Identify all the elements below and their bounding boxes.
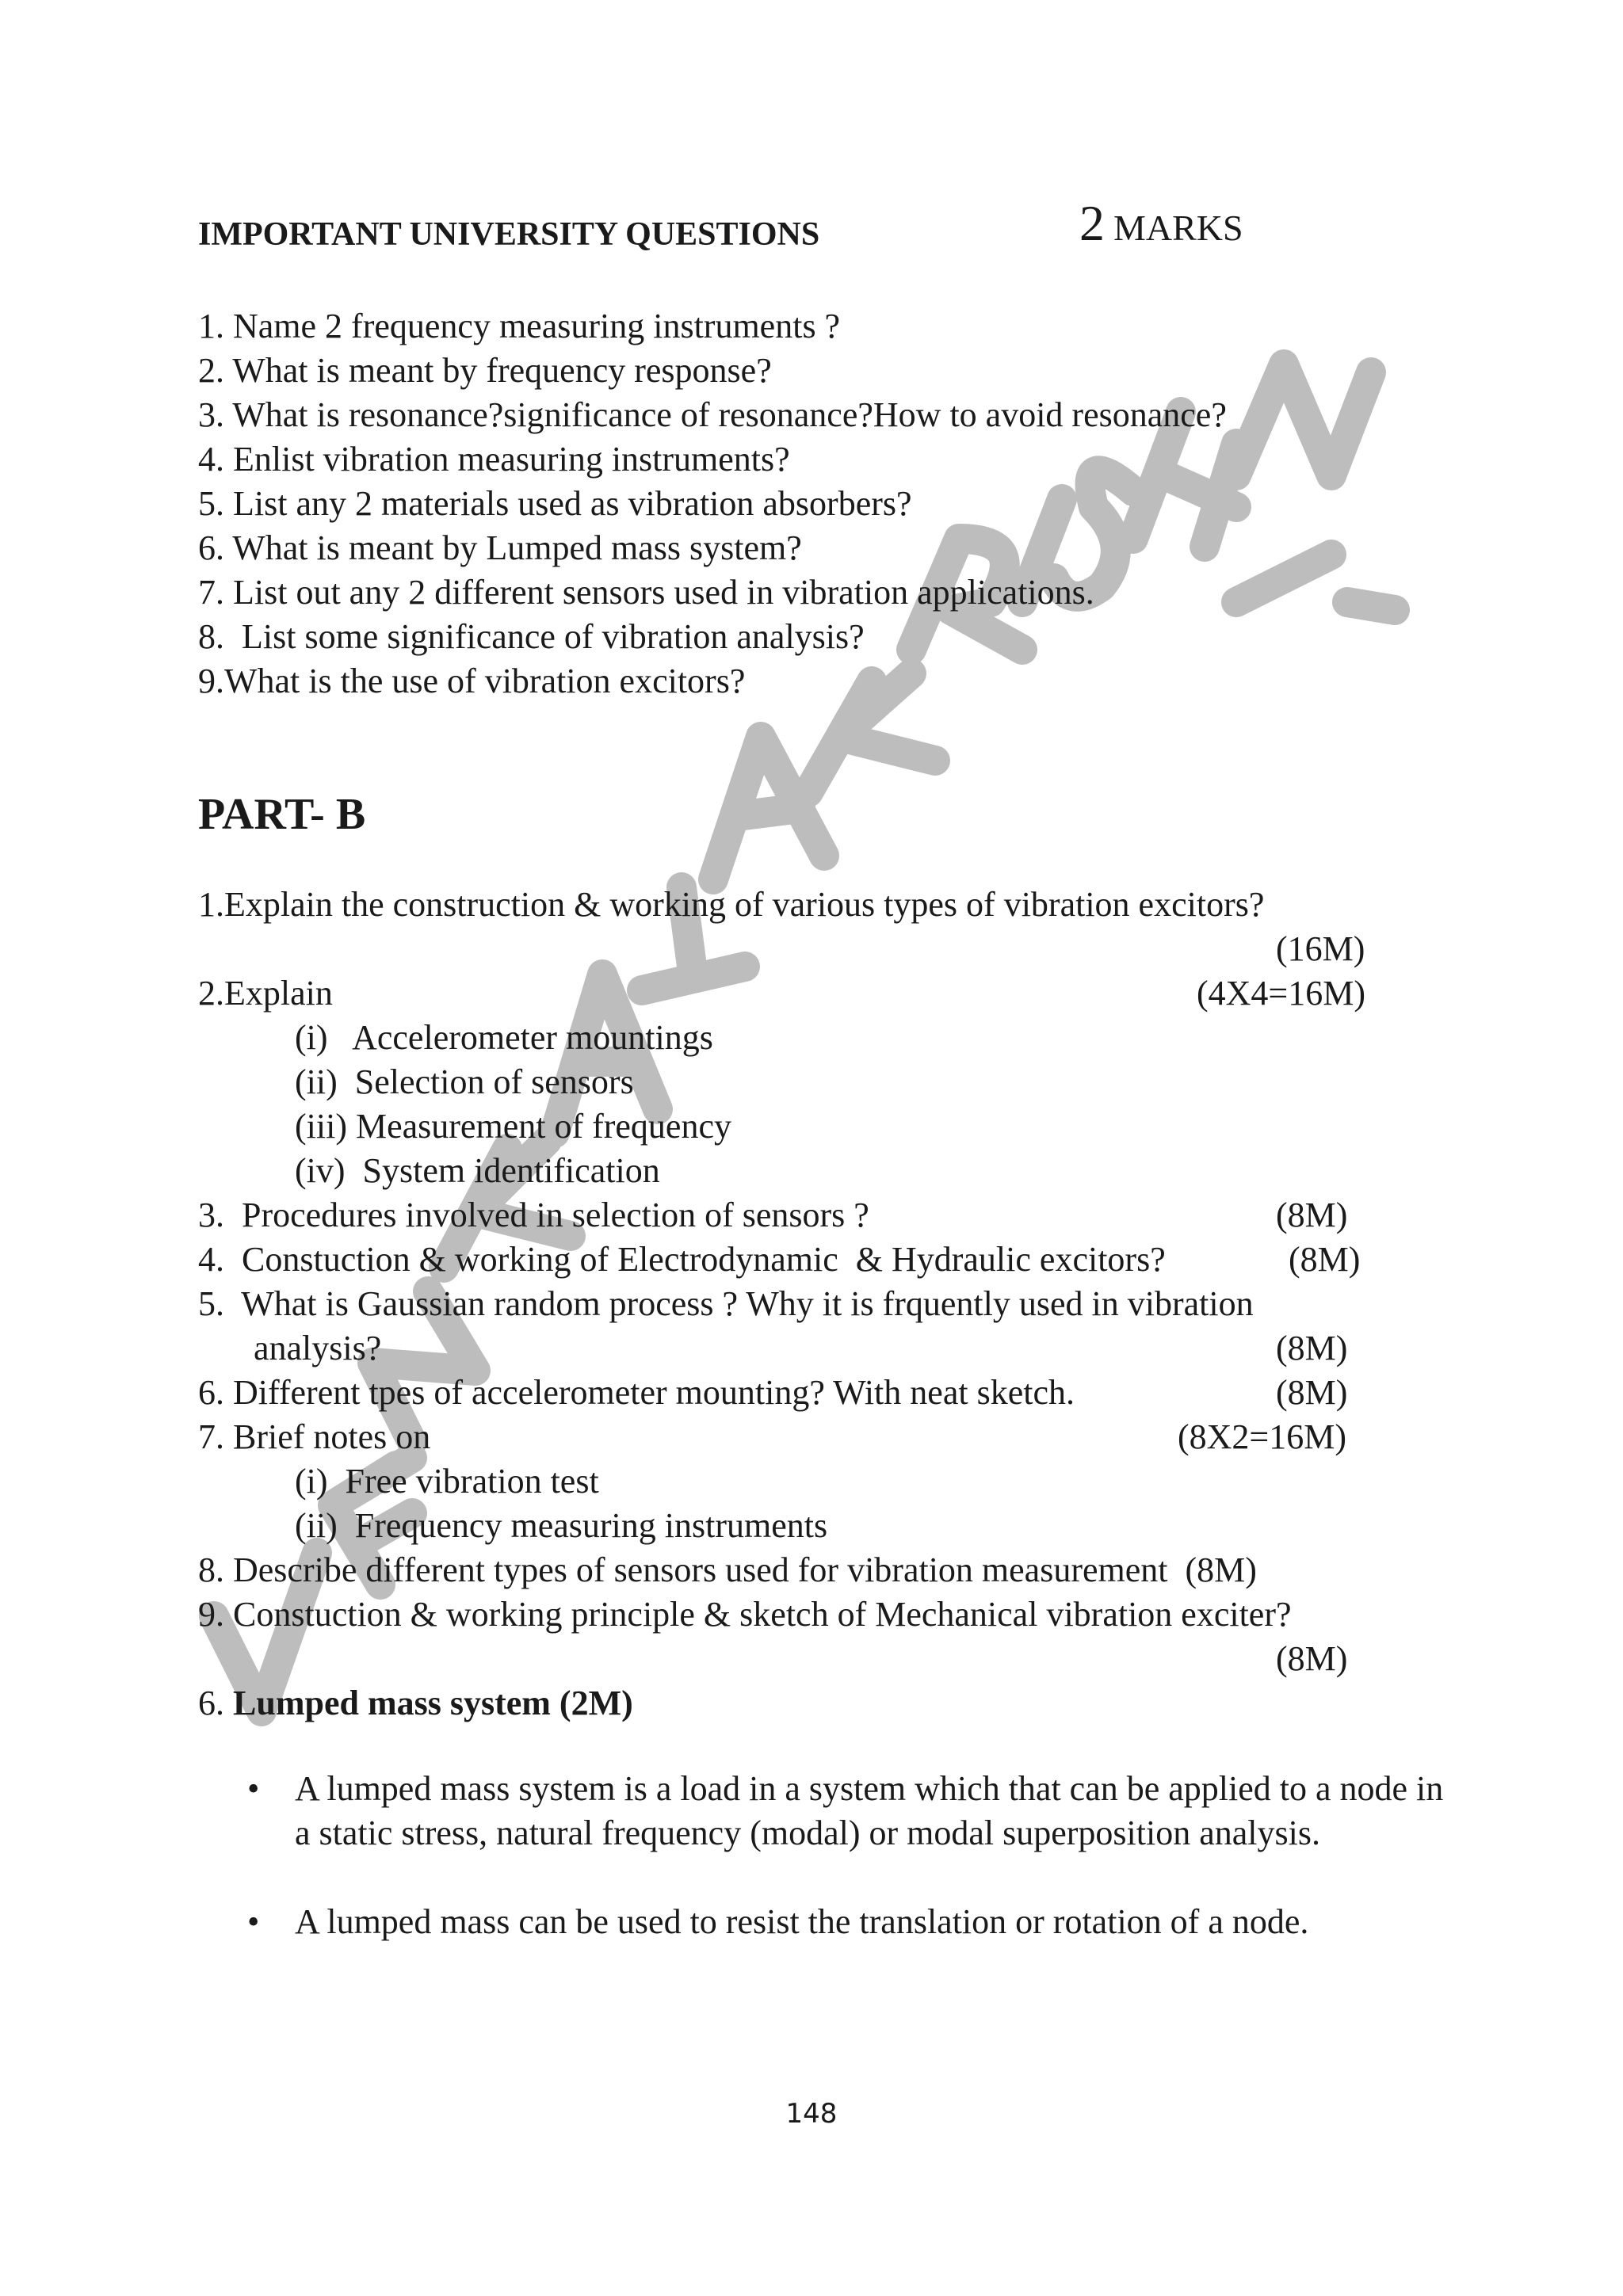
marks-number: 2: [1079, 195, 1105, 251]
part-a-question-4: 4. Enlist vibration measuring instruments?: [198, 440, 790, 479]
answer-number: 6.: [198, 1684, 224, 1722]
part-b-question-2-sub-2: (ii) Selection of sensors: [295, 1062, 634, 1101]
part-b-heading: PART- B: [198, 790, 366, 839]
answer-title: Lumped mass system (2M): [233, 1684, 633, 1722]
part-a-question-2: 2. What is meant by frequency response?: [198, 351, 772, 390]
part-a-question-9: 9.What is the use of vibration excitors?: [198, 662, 746, 700]
part-b-question-5-marks: (8M): [1276, 1329, 1348, 1367]
part-b-question-7: 7. Brief notes on: [198, 1417, 431, 1456]
part-b-question-1: 1.Explain the construction & working of various types of vibration excitors?: [198, 885, 1265, 924]
part-b-question-2-sub-3: (iii) Measurement of frequency: [295, 1107, 731, 1146]
part-b-question-7-sub-2: (ii) Frequency measuring instruments: [295, 1506, 828, 1545]
part-b-question-6: 6. Different tpes of accelerometer mounting? With neat sketch.: [198, 1373, 1075, 1412]
part-a-question-3: 3. What is resonance?significance of resonance?How to avoid resonance?: [198, 395, 1227, 434]
part-b-question-4-marks: (8M): [1289, 1240, 1361, 1279]
part-a-question-7: 7. List out any 2 different sensors used in vibration applications.: [198, 573, 1094, 612]
part-b-question-5-line-2: analysis?: [254, 1329, 382, 1367]
part-b-question-3: 3. Procedures involved in selection of sensors ?: [198, 1196, 869, 1234]
part-b-question-7-sub-1: (i) Free vibration test: [295, 1462, 599, 1501]
part-a-question-1: 1. Name 2 frequency measuring instruments ?: [198, 307, 841, 345]
answer-bullet-1: A lumped mass system is a load in a system which that can be applied to a node in a static stress, natural frequency (modal) or modal superposition analysis.: [295, 1769, 1444, 1852]
part-b-question-7-marks: (8X2=16M): [1178, 1417, 1347, 1456]
marks-label: [1079, 195, 1243, 251]
part-b-question-8: 8. Describe different types of sensors used for vibration measurement (8M): [198, 1550, 1257, 1589]
part-b-question-9-marks: (8M): [1276, 1639, 1348, 1678]
marks-word: MARKS: [1113, 208, 1243, 248]
part-b-question-5-line-1: 5. What is Gaussian random process ? Why it is frquently used in vibration: [198, 1284, 1254, 1323]
bullet-icon: •: [247, 1902, 260, 1941]
bullet-icon: •: [247, 1769, 260, 1808]
part-b-question-2-marks: (4X4=16M): [1197, 974, 1366, 1013]
section-title: IMPORTANT UNIVERSITY QUESTIONS: [198, 216, 820, 253]
part-b-question-9: 9. Constuction & working principle & sketch of Mechanical vibration exciter?: [198, 1595, 1292, 1634]
part-b-question-2-sub-1: (i) Accelerometer mountings: [295, 1018, 713, 1057]
part-b-question-3-marks: (8M): [1276, 1196, 1348, 1234]
part-a-question-6: 6. What is meant by Lumped mass system?: [198, 528, 802, 567]
part-b-question-6-marks: (8M): [1276, 1373, 1348, 1412]
answer-bullet-2: A lumped mass can be used to resist the translation or rotation of a node.: [295, 1902, 1309, 1941]
part-b-question-2: 2.Explain: [198, 974, 333, 1013]
part-b-question-4: 4. Constuction & working of Electrodynamic & Hydraulic excitors?: [198, 1240, 1166, 1279]
answer-heading: [198, 1681, 633, 1726]
part-a-question-5: 5. List any 2 materials used as vibration absorbers?: [198, 484, 912, 523]
page-number: 148: [785, 2098, 838, 2130]
part-b-question-1-marks: (16M): [1276, 929, 1365, 968]
part-b-question-2-sub-4: (iv) System identification: [295, 1151, 660, 1190]
part-a-question-8: 8. List some significance of vibration analysis?: [198, 617, 865, 656]
